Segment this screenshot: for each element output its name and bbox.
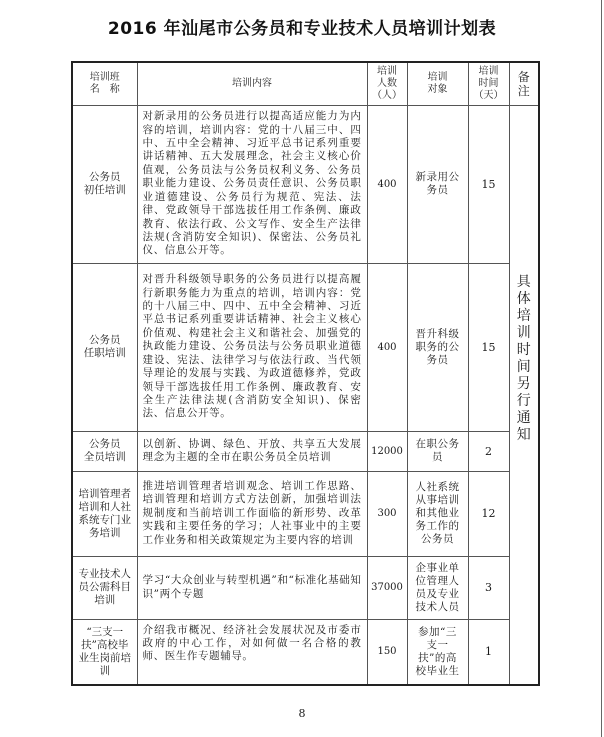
row-days: 3 — [468, 556, 509, 619]
row-target: 在职公务员 — [407, 431, 468, 471]
row-name: 公务员 任职培训 — [72, 263, 137, 431]
row-content: 介绍我市概况、经济社会发展状况及市委市政府的中心工作，对如何做一名合格的教师、医生作专题辅导。 — [137, 619, 367, 685]
row-days: 12 — [468, 471, 509, 556]
row-name: 专业技术人员公需科目培训 — [72, 556, 137, 619]
document-title: 2016 年汕尾市公务员和专业技术人员培训计划表 — [107, 19, 497, 39]
row-count: 150 — [367, 619, 407, 685]
table-row — [72, 471, 539, 556]
row-days: 2 — [468, 431, 509, 471]
header-days: 培训 时间 （天） — [468, 62, 509, 105]
table-row — [72, 619, 539, 685]
note-cell — [509, 105, 539, 685]
row-content: 对新录用的公务员进行以提高适应能力为内容的培训，培训内容：党的十八届三中、四中、五中全会精神、习近平总书记系列重要讲话精神、五大发展理念，社会主义核心价值观，公务员法与公务员权利义务、公务员职业能力建设、公务员责任意识、公务员职业道德建设、公务员行为规范、宪法、法律、党政领导干部选拔任用工作条例、廉政教育、依法行政、公文写作、安全生产法律法规(含消防安全知识)、保密法、公务员礼仪、信息公开等。 — [137, 105, 367, 263]
row-name: 培训管理者培训和人社系统专门业务培训 — [72, 471, 137, 556]
row-content: 推进培训管理者培训观念、培训工作思路、培训管理和培训方式方法创新，加强培训法规制度和当前培训工作面临的新形势、改革实践和主要任务的学习；人社事业中的主要工作业务和相关政策规定为主要内容的培训 — [137, 471, 367, 556]
row-target: 新录用公务员 — [407, 105, 468, 263]
row-days: 15 — [468, 263, 509, 431]
table-row — [72, 431, 539, 471]
table-row — [72, 556, 539, 619]
page-number: 8 — [298, 707, 306, 720]
header-target: 培训 对象 — [407, 62, 468, 105]
scan-edge-line — [601, 0, 602, 737]
row-target: 企事业单位管理人员及专业技术人员 — [407, 556, 468, 619]
row-target: 晋升科级职务的公务员 — [407, 263, 468, 431]
row-content: 学习“大众创业与转型机遇”和“标准化基础知识”两个专题 — [137, 556, 367, 619]
row-target: 人社系统从事培训和其他业务工作的公务员 — [407, 471, 468, 556]
header-content: 培训内容 — [137, 62, 367, 105]
row-days: 1 — [468, 619, 509, 685]
header-count: 培训 人数 （人） — [367, 62, 407, 105]
row-name: “三支一扶”高校毕业生岗前培训 — [72, 619, 137, 685]
row-target: 参加“三支一扶”的高校毕业生 — [407, 619, 468, 685]
row-count: 12000 — [367, 431, 407, 471]
row-content: 对晋升科级领导职务的公务员进行以提高履行新职务能力为重点的培训，培训内容：党的十八届三中、四中、五中全会精神、习近平总书记系列重要讲话精神、社会主义核心价值观、构建社会主义和谐社会、加强党的执政能力建设、公务员法与公务员职业道德建设、宪法、法律学习与依法行政、当代领导理论的发展与实践、为政道德修养，党政领导干部选拔任用工作条例、廉政教育、安全生产法律法规(含消防安全知识)、保密法、信息公开等。 — [137, 263, 367, 431]
row-count: 400 — [367, 263, 407, 431]
table-row — [72, 105, 539, 263]
header-row — [72, 62, 539, 105]
row-name: 公务员 全员培训 — [72, 431, 137, 471]
row-content: 以创新、协调、绿色、开放、共享五大发展理念为主题的全市在职公务员全员培训 — [137, 431, 367, 471]
row-count: 300 — [367, 471, 407, 556]
row-days: 15 — [468, 105, 509, 263]
training-plan-table — [71, 61, 540, 686]
table-row — [72, 263, 539, 431]
row-name: 公务员 初任培训 — [72, 105, 137, 263]
row-count: 400 — [367, 105, 407, 263]
row-count: 37000 — [367, 556, 407, 619]
header-note: 备 注 — [509, 62, 539, 105]
header-name: 培训班 名 称 — [72, 62, 137, 105]
note-text: 具体培训时间另行通知 — [516, 273, 531, 443]
